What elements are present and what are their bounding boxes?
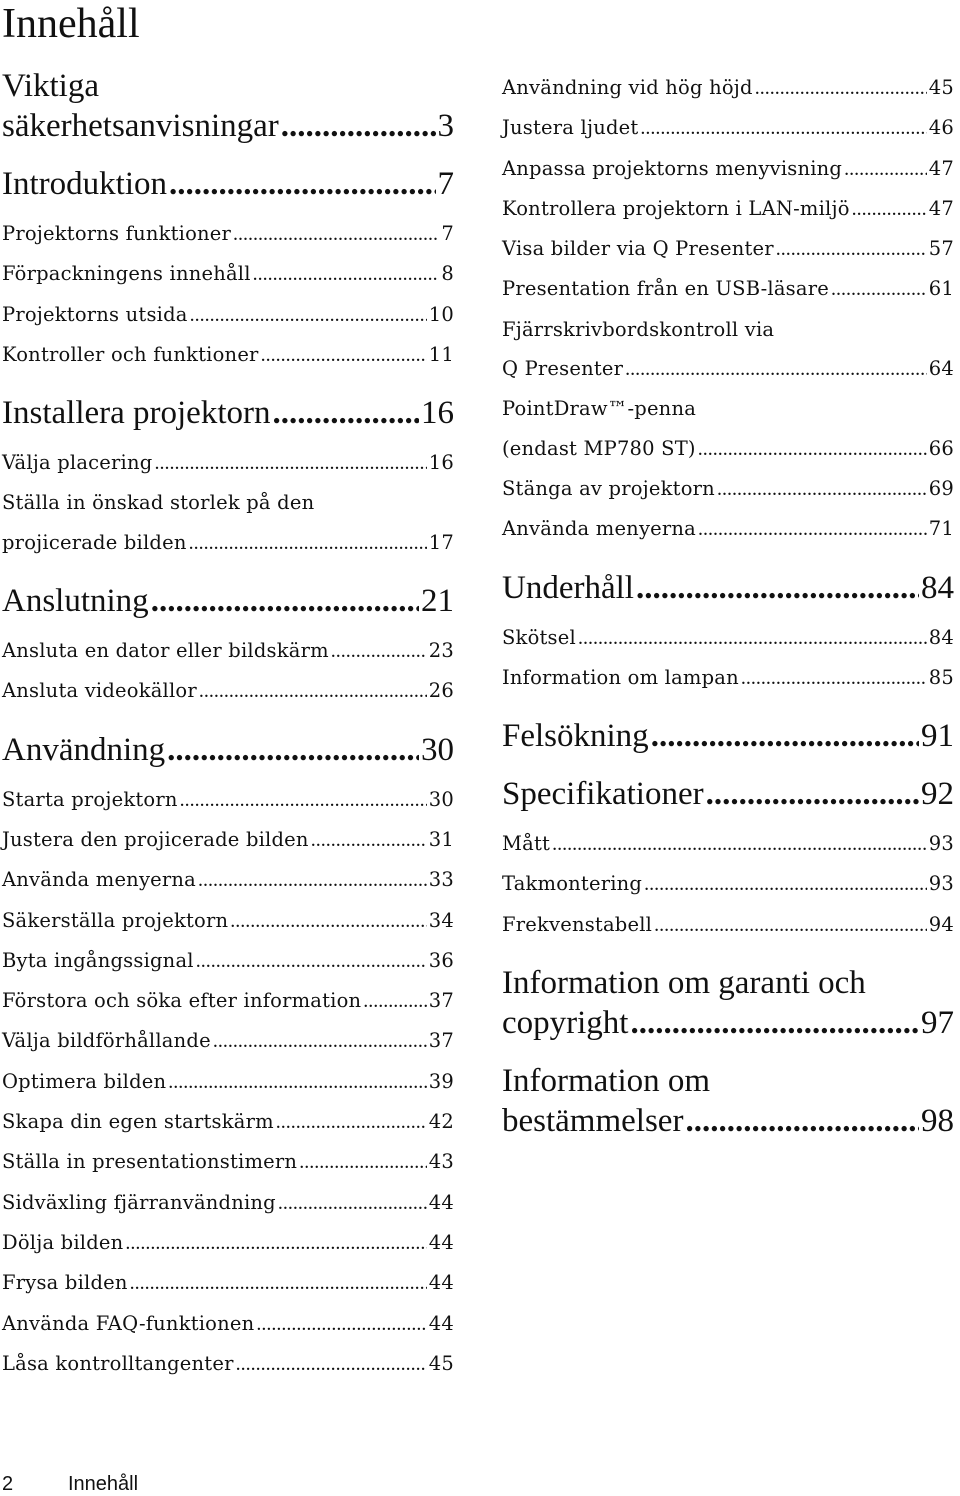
dot-leader bbox=[331, 632, 427, 671]
toc-page-number: 10 bbox=[428, 302, 454, 326]
dot-leader bbox=[154, 444, 426, 483]
dot-leader bbox=[256, 1305, 426, 1344]
toc-page-number: 7 bbox=[441, 222, 454, 245]
toc-page-number: 93 bbox=[928, 832, 954, 856]
dot-leader bbox=[236, 1345, 427, 1384]
dot-leader bbox=[685, 1101, 919, 1141]
dot-leader bbox=[311, 821, 427, 860]
toc-page-number: 64 bbox=[928, 357, 954, 381]
toc-page-number: 36 bbox=[428, 948, 454, 972]
dot-leader bbox=[654, 906, 927, 945]
toc-entry-title: Använda FAQ-funktionen bbox=[2, 1311, 255, 1335]
toc-entry[interactable] bbox=[2, 820, 454, 860]
toc-entry-title: copyright bbox=[502, 1005, 629, 1042]
toc-right-column bbox=[502, 68, 954, 1141]
toc-entry-title: Skötsel bbox=[502, 625, 576, 649]
dot-leader bbox=[636, 568, 919, 608]
toc-page-number: 91 bbox=[921, 718, 954, 755]
toc-page-number: 66 bbox=[928, 436, 954, 460]
toc-entry-title: Förpackningens innehåll bbox=[2, 262, 251, 286]
toc-page-number: 39 bbox=[428, 1069, 454, 1093]
toc-section-heading[interactable] bbox=[2, 730, 454, 770]
toc-entry[interactable] bbox=[502, 509, 954, 549]
toc-page-number: 42 bbox=[428, 1110, 454, 1134]
toc-page-number: 71 bbox=[928, 517, 954, 541]
toc-entry-title: säkerhetsanvisningar bbox=[2, 108, 279, 144]
toc-section-heading[interactable] bbox=[2, 581, 454, 621]
toc-entry-title-line: Ställa in önskad storlek på den bbox=[2, 491, 315, 515]
dot-leader bbox=[151, 581, 419, 621]
toc-page-number: 30 bbox=[421, 731, 454, 768]
dot-leader bbox=[233, 215, 439, 254]
toc-page-number: 47 bbox=[928, 196, 954, 220]
toc-entry[interactable] bbox=[502, 864, 954, 904]
toc-entry[interactable] bbox=[502, 68, 954, 108]
toc-page-number: 44 bbox=[428, 1311, 454, 1335]
toc-entry[interactable] bbox=[2, 483, 454, 563]
dot-leader bbox=[630, 1003, 919, 1043]
toc-page-number: 93 bbox=[928, 872, 954, 896]
toc-entry-title: (endast MP780 ST) bbox=[502, 436, 696, 460]
dot-leader bbox=[199, 672, 427, 711]
toc-entry[interactable] bbox=[502, 269, 954, 309]
toc-page-number: 8 bbox=[441, 262, 454, 286]
dot-leader bbox=[741, 659, 927, 698]
page-footer bbox=[2, 1472, 138, 1496]
dot-leader bbox=[299, 1143, 427, 1182]
toc-entry[interactable] bbox=[2, 1062, 454, 1102]
toc-section-heading[interactable] bbox=[502, 716, 954, 756]
toc-entry-title: Ställa in presentationstimern bbox=[2, 1150, 298, 1174]
toc-entry-title: Säkerställa projektorn bbox=[2, 908, 229, 932]
toc-page-number: 34 bbox=[428, 908, 454, 932]
dot-leader bbox=[625, 350, 927, 389]
toc-page-number: 92 bbox=[921, 776, 954, 813]
toc-page-number: 57 bbox=[928, 237, 954, 261]
toc-entry-title: Installera projektorn bbox=[2, 395, 271, 432]
toc-entry-title-line: PointDraw™-penna bbox=[502, 397, 697, 421]
dot-leader bbox=[167, 730, 419, 770]
dot-leader bbox=[168, 1063, 427, 1102]
dot-leader bbox=[578, 619, 927, 658]
dot-leader bbox=[644, 865, 927, 904]
dot-leader bbox=[261, 336, 427, 375]
toc-entry[interactable] bbox=[2, 1304, 454, 1344]
toc-entry-title: Mått bbox=[502, 832, 551, 856]
toc-entry[interactable] bbox=[502, 824, 954, 864]
footer-section-name: Innehåll bbox=[68, 1473, 139, 1495]
dot-leader bbox=[130, 1264, 427, 1303]
toc-entry-title-line: Fjärrskrivbordskontroll via bbox=[502, 317, 775, 341]
dot-leader bbox=[189, 524, 427, 563]
toc-entry-title: Stänga av projektorn bbox=[502, 476, 715, 500]
toc-page-number: 17 bbox=[428, 530, 454, 554]
toc-entry-title: Specifikationer bbox=[502, 776, 704, 813]
dot-leader bbox=[698, 430, 927, 469]
toc-entry[interactable] bbox=[2, 1223, 454, 1263]
toc-entry-title: Skapa din egen startskärm bbox=[2, 1110, 274, 1134]
dot-leader bbox=[698, 510, 927, 549]
dot-leader bbox=[276, 1103, 427, 1142]
page-title: Innehåll bbox=[2, 1, 140, 47]
toc-entry[interactable] bbox=[2, 780, 454, 820]
toc-entry-title-line: Information om bbox=[502, 1063, 711, 1100]
toc-entry-title: Starta projektorn bbox=[2, 787, 178, 811]
toc-entry[interactable] bbox=[2, 1263, 454, 1303]
dot-leader bbox=[125, 1224, 426, 1263]
toc-entry-title: Justera den projicerade bilden bbox=[2, 827, 309, 851]
toc-entry-title: bestämmelser bbox=[502, 1103, 684, 1140]
toc-entry[interactable] bbox=[2, 335, 454, 375]
toc-page-number: 37 bbox=[428, 989, 454, 1013]
toc-page-number: 11 bbox=[428, 342, 454, 366]
toc-page-number: 31 bbox=[428, 827, 454, 851]
dot-leader bbox=[253, 255, 440, 294]
toc-entry-title: Felsökning bbox=[502, 718, 649, 755]
dot-leader bbox=[230, 902, 427, 941]
toc-entry[interactable] bbox=[2, 860, 454, 900]
toc-entry-title: Ansluta videokällor bbox=[2, 679, 197, 703]
toc-entry-title: Projektorns funktioner bbox=[2, 222, 232, 245]
toc-section-heading[interactable] bbox=[502, 774, 954, 814]
toc-page-number: 3 bbox=[437, 108, 454, 144]
toc-entry[interactable] bbox=[502, 618, 954, 658]
dot-leader bbox=[755, 69, 927, 108]
toc-entry-title: Välja placering bbox=[2, 451, 153, 475]
toc-entry-title: Frekvenstabell bbox=[502, 912, 653, 936]
dot-leader bbox=[278, 1184, 427, 1223]
toc-entry-title: Låsa kontrolltangenter bbox=[2, 1351, 234, 1375]
toc-entry[interactable] bbox=[2, 1344, 454, 1384]
toc-entry[interactable] bbox=[502, 469, 954, 509]
toc-entry-title: Information om lampan bbox=[502, 665, 739, 689]
toc-entry-title: Q Presenter bbox=[502, 357, 624, 381]
toc-page-number: 44 bbox=[428, 1190, 454, 1214]
toc-section-heading[interactable] bbox=[2, 393, 454, 433]
toc-entry-title-line: Viktiga bbox=[2, 68, 100, 104]
toc-page-number: 26 bbox=[428, 679, 454, 703]
toc-entry[interactable] bbox=[2, 295, 454, 335]
toc-entry-title: Användning bbox=[2, 731, 166, 768]
dot-leader bbox=[169, 164, 436, 204]
dot-leader bbox=[552, 825, 927, 864]
toc-entry[interactable] bbox=[2, 671, 454, 711]
toc-entry[interactable] bbox=[502, 310, 954, 390]
dot-leader bbox=[190, 296, 427, 335]
dot-leader bbox=[198, 861, 427, 900]
dot-leader bbox=[844, 150, 927, 189]
toc-entry[interactable] bbox=[502, 229, 954, 269]
toc-entry[interactable] bbox=[502, 149, 954, 189]
toc-entry[interactable] bbox=[2, 941, 454, 981]
toc-entry[interactable] bbox=[2, 443, 454, 483]
dot-leader bbox=[196, 942, 427, 981]
toc-entry-title: Introduktion bbox=[2, 166, 167, 202]
toc-entry-title: Takmontering bbox=[502, 872, 643, 896]
toc-page-number: 33 bbox=[428, 868, 454, 892]
toc-entry[interactable] bbox=[2, 631, 454, 671]
toc-section-heading[interactable] bbox=[502, 568, 954, 608]
dot-leader bbox=[281, 106, 436, 146]
toc-entry-title: Använda menyerna bbox=[2, 868, 197, 892]
toc-entry-title: Välja bildförhållande bbox=[2, 1029, 211, 1053]
toc-entry-title-line: Information om garanti och bbox=[502, 965, 866, 1002]
toc-page-number: 84 bbox=[921, 569, 954, 606]
toc-entry-title: Justera ljudet bbox=[502, 116, 639, 140]
toc-entry-title: Projektorns utsida bbox=[2, 302, 188, 326]
toc-page-number: 37 bbox=[428, 1029, 454, 1053]
dot-leader bbox=[651, 716, 919, 756]
toc-entry-title: projicerade bilden bbox=[2, 530, 187, 554]
toc-page-number: 44 bbox=[428, 1230, 454, 1254]
toc-entry-title: Användning vid hög höjd bbox=[502, 76, 753, 99]
toc-entry[interactable] bbox=[2, 254, 454, 294]
toc-section-heading[interactable] bbox=[2, 66, 454, 146]
toc-entry-title: Anpassa projektorns menyvisning bbox=[502, 156, 843, 180]
toc-left-column bbox=[2, 66, 454, 1384]
toc-entry[interactable] bbox=[502, 189, 954, 229]
toc-page-number: 21 bbox=[421, 583, 454, 620]
toc-page-number: 46 bbox=[928, 116, 954, 140]
toc-entry[interactable] bbox=[502, 108, 954, 148]
toc-entry-title: Optimera bilden bbox=[2, 1069, 167, 1093]
toc-entry-title: Anslutning bbox=[2, 583, 149, 620]
toc-page-number: 43 bbox=[428, 1150, 454, 1174]
toc-page-number: 97 bbox=[921, 1005, 954, 1042]
dot-leader bbox=[717, 470, 927, 509]
toc-page-number: 30 bbox=[428, 787, 454, 811]
toc-entry-title: Förstora och söka efter information bbox=[2, 989, 362, 1013]
toc-entry-title: Underhåll bbox=[502, 569, 634, 606]
toc-page-number: 85 bbox=[928, 665, 954, 689]
dot-leader bbox=[213, 1022, 427, 1061]
toc-page-number: 23 bbox=[428, 639, 454, 663]
toc-entry[interactable] bbox=[2, 1021, 454, 1061]
toc-page-number: 61 bbox=[928, 277, 954, 301]
toc-entry[interactable] bbox=[2, 901, 454, 941]
toc-page-number: 16 bbox=[421, 395, 454, 432]
toc-entry[interactable] bbox=[502, 389, 954, 469]
toc-entry-title: Frysa bilden bbox=[2, 1271, 128, 1295]
dot-leader bbox=[831, 270, 927, 309]
toc-page-number: 84 bbox=[928, 625, 954, 649]
dot-leader bbox=[776, 230, 927, 269]
toc-entry-title: Använda menyerna bbox=[502, 517, 697, 541]
toc-page-number: 47 bbox=[928, 156, 954, 180]
toc-section-heading[interactable] bbox=[2, 164, 454, 204]
toc-page-number: 44 bbox=[428, 1271, 454, 1295]
toc-page-number: 45 bbox=[928, 76, 954, 99]
toc-entry-title: Ansluta en dator eller bildskärm bbox=[2, 639, 329, 663]
dot-leader bbox=[363, 982, 427, 1021]
dot-leader bbox=[852, 190, 927, 229]
toc-entry-title: Kontroller och funktioner bbox=[2, 342, 259, 366]
toc-entry[interactable] bbox=[502, 905, 954, 945]
toc-page-number: 16 bbox=[428, 451, 454, 475]
toc-page-number: 7 bbox=[437, 166, 454, 202]
toc-entry[interactable] bbox=[2, 1102, 454, 1142]
dot-leader bbox=[180, 781, 427, 820]
toc-entry-title: Byta ingångssignal bbox=[2, 948, 194, 972]
toc-page-number: 98 bbox=[921, 1103, 954, 1140]
footer-page-number: 2 bbox=[2, 1473, 14, 1495]
toc-entry[interactable] bbox=[2, 214, 454, 254]
toc-entry[interactable] bbox=[2, 1142, 454, 1182]
toc-page-number: 69 bbox=[928, 476, 954, 500]
toc-entry-title: Dölja bilden bbox=[2, 1230, 124, 1254]
dot-leader bbox=[640, 109, 926, 148]
toc-entry[interactable] bbox=[2, 1183, 454, 1223]
toc-entry-title: Presentation från en USB-läsare bbox=[502, 277, 829, 301]
toc-section-heading[interactable] bbox=[502, 963, 954, 1043]
toc-section-heading[interactable] bbox=[502, 1061, 954, 1141]
toc-entry-title: Sidväxling fjärranvändning bbox=[2, 1190, 276, 1214]
dot-leader bbox=[272, 393, 419, 433]
toc-entry-title: Kontrollera projektorn i LAN-miljö bbox=[502, 196, 850, 220]
toc-entry[interactable] bbox=[502, 658, 954, 698]
toc-page-number: 45 bbox=[428, 1351, 454, 1375]
toc-page-number: 94 bbox=[928, 912, 954, 936]
dot-leader bbox=[706, 774, 919, 814]
toc-entry[interactable] bbox=[2, 981, 454, 1021]
toc-entry-title: Visa bilder via Q Presenter bbox=[502, 237, 774, 261]
